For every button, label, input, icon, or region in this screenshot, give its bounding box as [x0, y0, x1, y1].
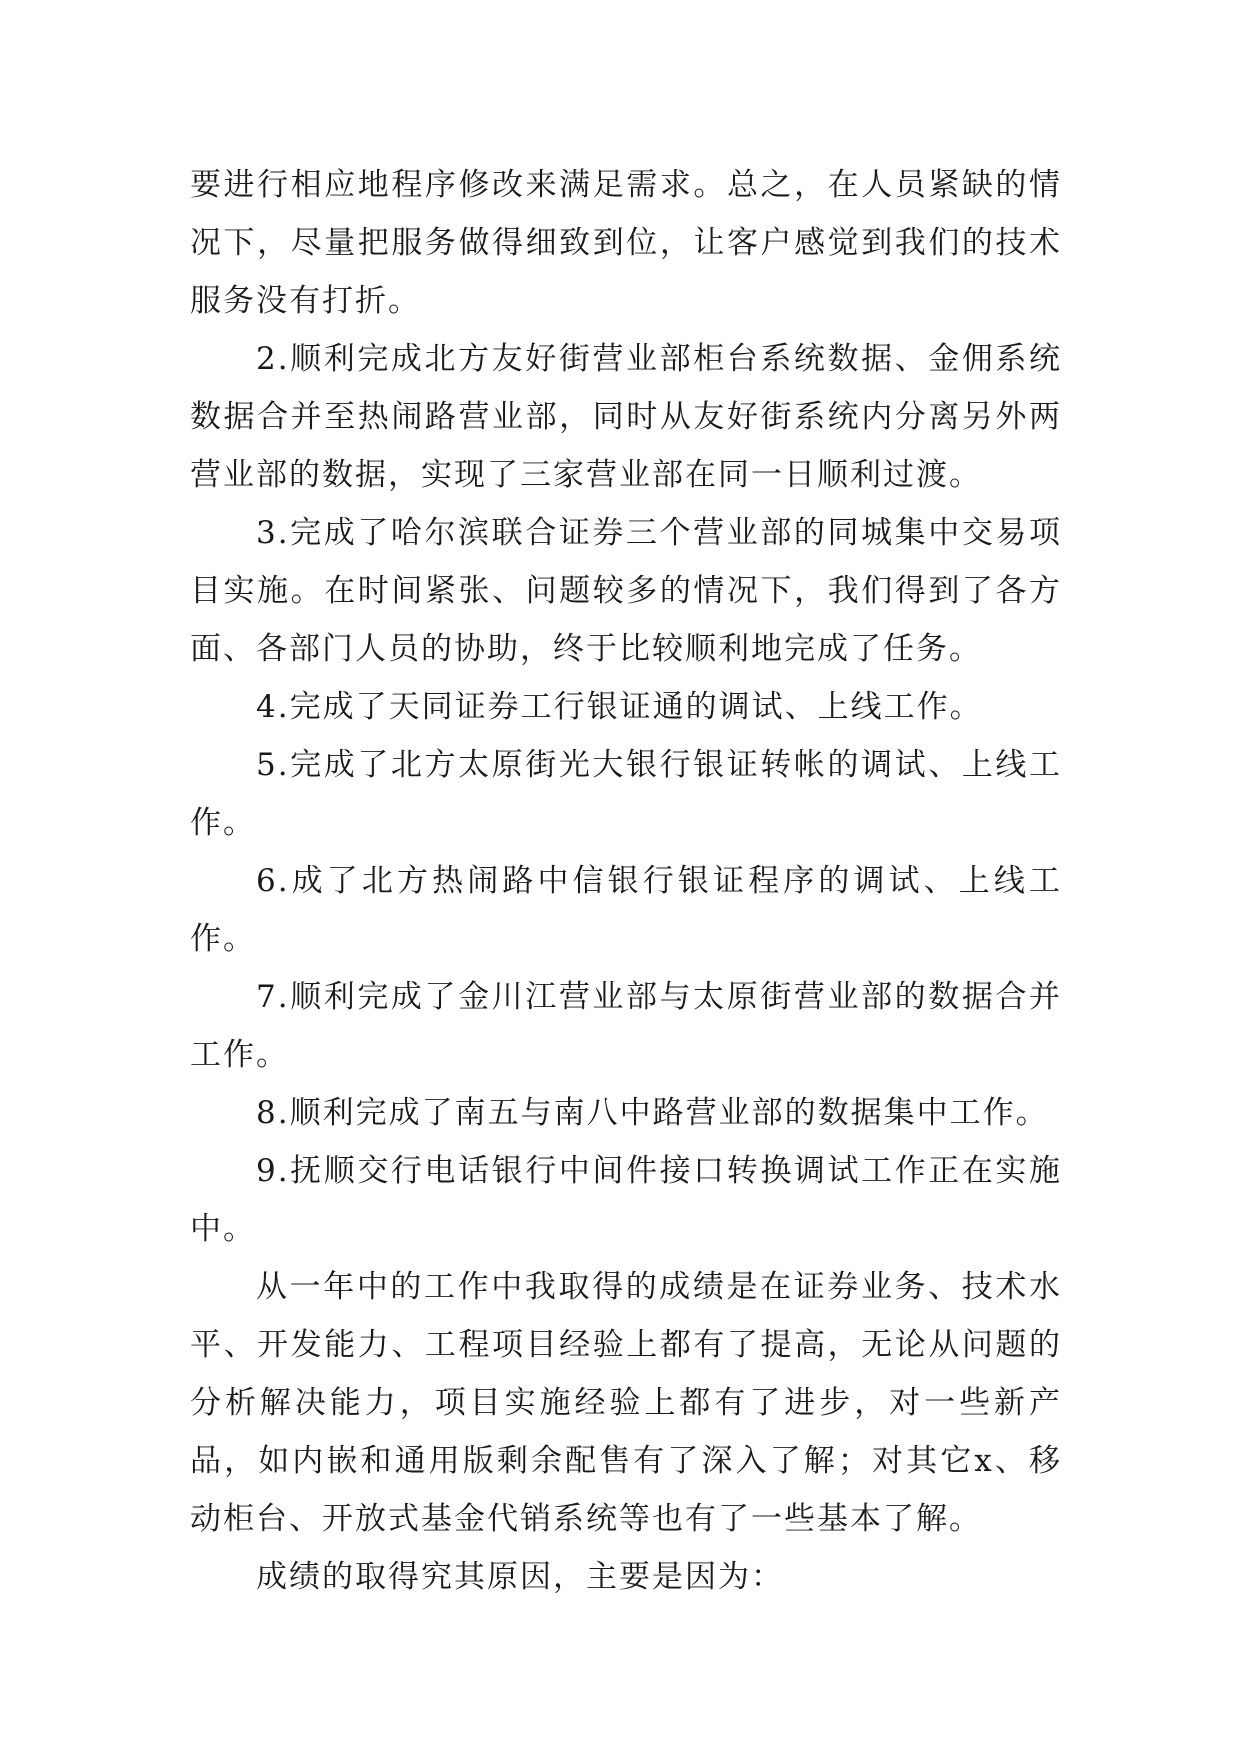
document-body	[190, 156, 1062, 1606]
paragraph-item-7: 7.顺利完成了金川江营业部与太原街营业部的数据合并工作。	[190, 979, 1062, 1073]
paragraph-item-3: 3.完成了哈尔滨联合证券三个营业部的同城集中交易项目实施。在时间紧张、问题较多的情况下，我们得到了各方面、各部门人员的协助，终于比较顺利地完成了任务。	[190, 515, 1062, 667]
paragraph-item-6: 6.成了北方热闹路中信银行银证程序的调试、上线工作。	[190, 863, 1062, 957]
paragraph-item-2: 2.顺利完成北方友好街营业部柜台系统数据、金佣系统数据合并至热闹路营业部，同时从友好街系统内分离另外两营业部的数据，实现了三家营业部在同一日顺利过渡。	[190, 341, 1062, 493]
paragraph-item-9: 9.抚顺交行电话银行中间件接口转换调试工作正在实施中。	[190, 1153, 1062, 1247]
paragraph-item-5: 5.完成了北方太原街光大银行银证转帐的调试、上线工作。	[190, 747, 1062, 841]
paragraph-item-8: 8.顺利完成了南五与南八中路营业部的数据集中工作。	[256, 1095, 1049, 1131]
paragraph-continuation: 要进行相应地程序修改来满足需求。总之，在人员紧缺的情况下，尽量把服务做得细致到位，让客户感觉到我们的技术服务没有打折。	[190, 167, 1062, 319]
paragraph-achievements: 从一年中的工作中我取得的成绩是在证券业务、技术水平、开发能力、工程项目经验上都有了提高，无论从问题的分析解决能力，项目实施经验上都有了进步，对一些新产品，如内嵌和通用版剩余配售有了深入了解；对其它x、移动柜台、开放式基金代销系统等也有了一些基本了解。	[190, 1269, 1062, 1537]
paragraph-reasons: 成绩的取得究其原因，主要是因为：	[256, 1559, 784, 1595]
paragraph-item-4: 4.完成了天同证券工行银证通的调试、上线工作。	[256, 689, 983, 725]
